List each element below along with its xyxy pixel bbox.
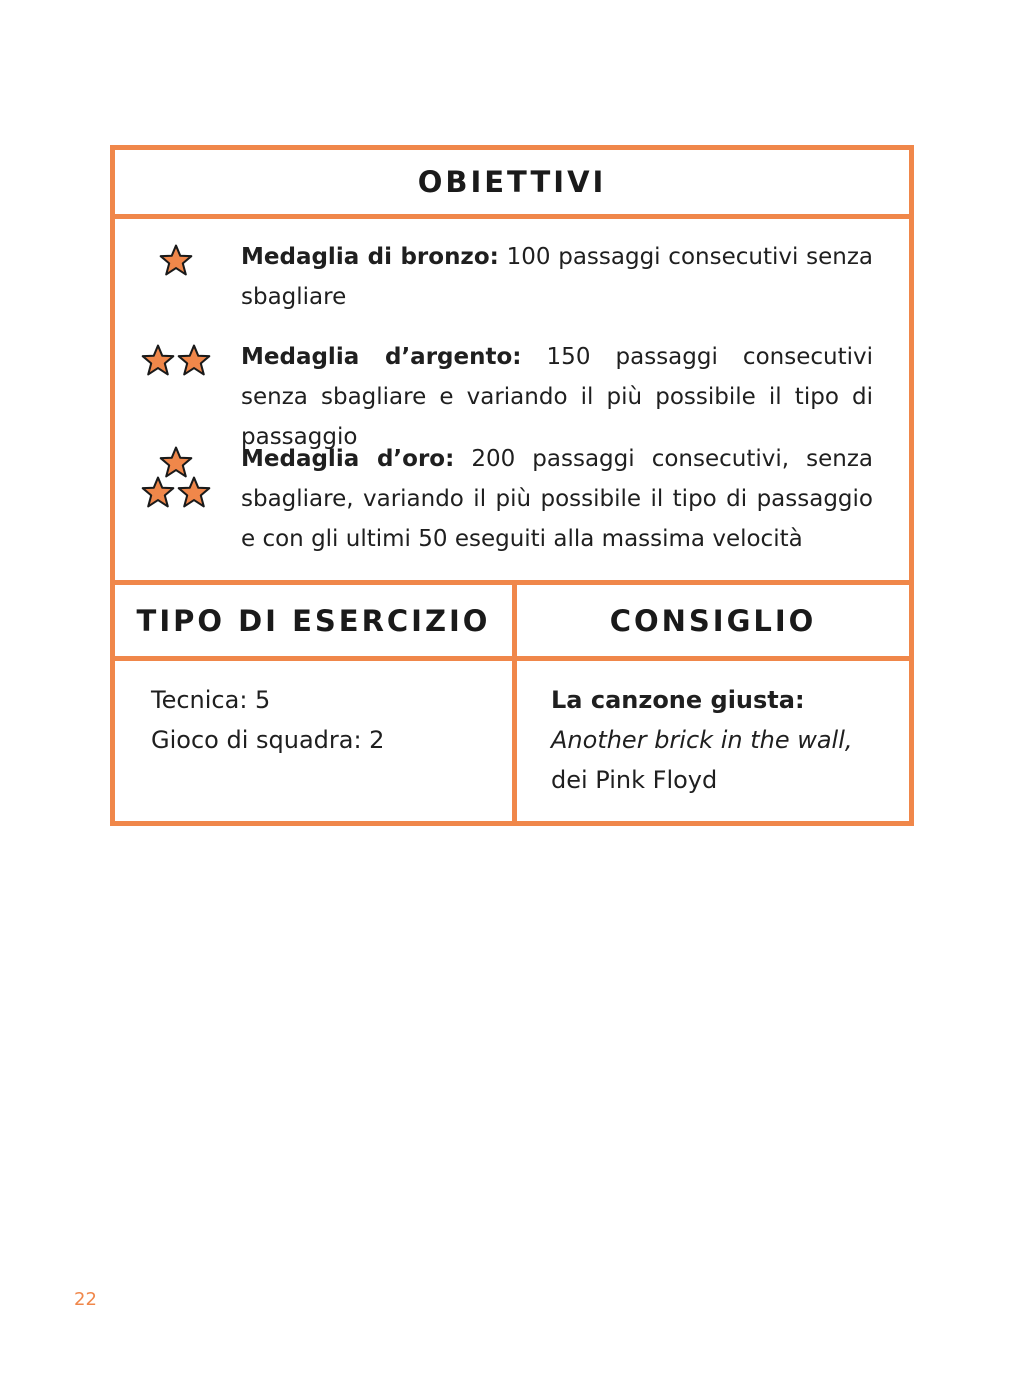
exercise-teamplay: Gioco di squadra: 2 [151, 726, 385, 754]
medal-silver-description: 150 passaggi consecutivi senza sbagliare e variando il più possibile il tipo di passaggio [241, 344, 873, 450]
page-number: 22 [74, 1289, 97, 1310]
advice-body [551, 680, 891, 800]
medal-bronze-description: 100 passaggi consecutivi senza sbagliare [241, 244, 873, 310]
medal-gold-label: Medaglia d’oro: [241, 446, 455, 472]
exercise-technique: Tecnica: 5 [151, 686, 271, 714]
star-icon [177, 343, 211, 377]
objectives-header [115, 150, 909, 219]
objectives-title: OBIETTIVI [417, 165, 607, 199]
medal-gold-description: 200 passaggi consecutivi, senza sbagliare, variando il più possibile il tipo di passaggio e con gli ultimi 50 eseguiti alla massima velocità [241, 446, 873, 552]
exercise-title: TIPO DI ESERCIZIO [136, 603, 491, 638]
medal-bronze [115, 233, 909, 323]
star-icon [159, 445, 193, 479]
medals-section [115, 219, 909, 585]
medal-silver-label: Medaglia d’argento: [241, 344, 522, 370]
column-divider [512, 585, 517, 821]
star-icon [141, 343, 175, 377]
star-icon [159, 243, 193, 277]
medal-gold-text [241, 439, 873, 559]
medal-gold [115, 435, 909, 565]
advice-title: CONSIGLIO [609, 603, 817, 638]
medal-bronze-text [241, 237, 873, 317]
advice-artist: dei Pink Floyd [551, 766, 718, 794]
medal-bronze-label: Medaglia di bronzo: [241, 244, 499, 270]
exercise-body [151, 680, 491, 760]
objectives-card [110, 145, 914, 826]
advice-header [517, 585, 909, 656]
advice-label: La canzone giusta: [551, 686, 805, 714]
advice-song: Another brick in the wall, [551, 726, 853, 754]
exercise-header [115, 585, 512, 656]
medal-silver [115, 333, 909, 450]
star-icon [141, 475, 175, 509]
star-icon [177, 475, 211, 509]
